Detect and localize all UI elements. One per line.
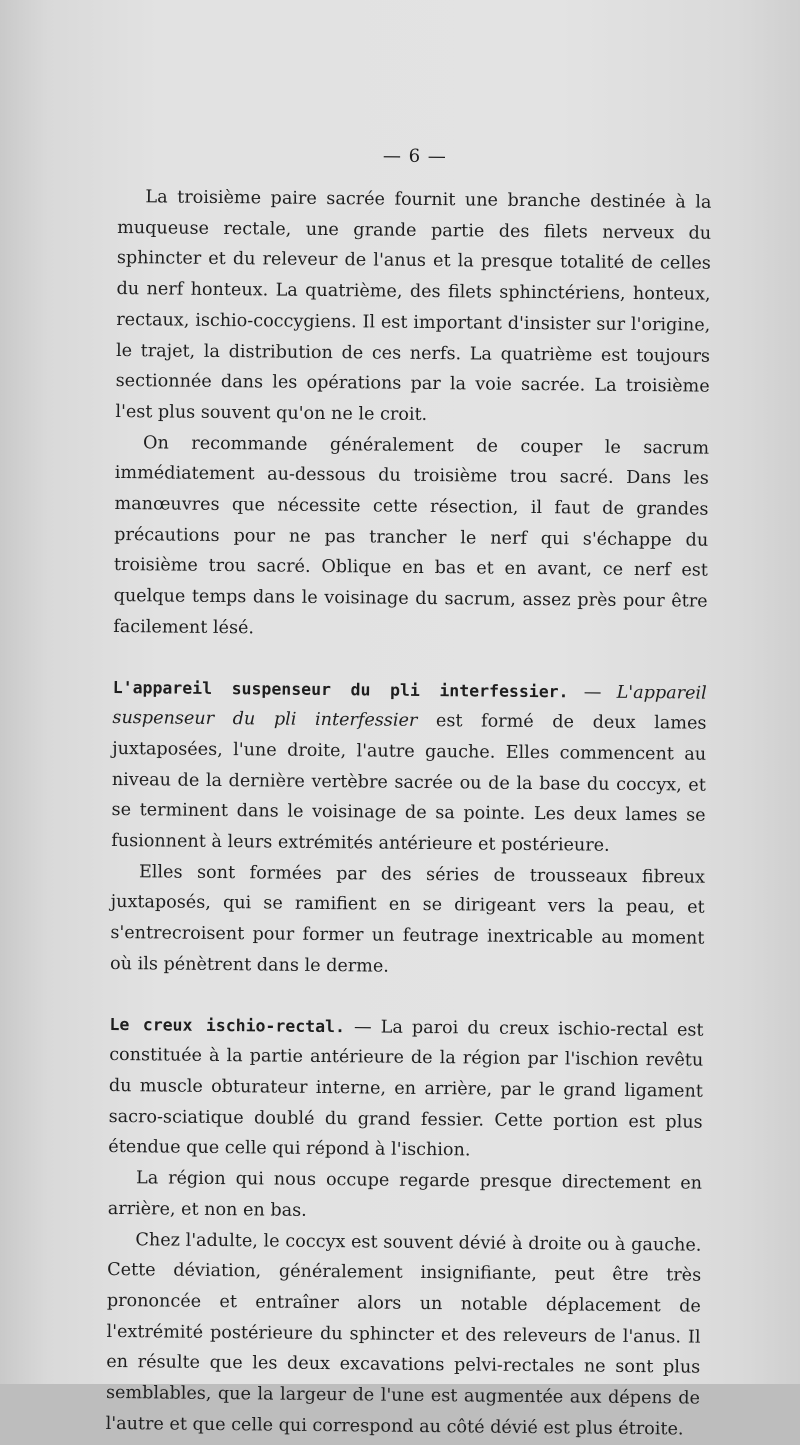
section-creux-ischio-rectal <box>108 1010 703 1169</box>
heading-dash: — <box>344 1016 381 1038</box>
paragraph-region-orientation: La région qui nous occupe regarde presque directement en arrière, et non en bas. <box>107 1168 703 1221</box>
italic-term: L'appareil suspenseur du pli interfessier <box>112 682 707 732</box>
paragraph-text: La paroi du creux ischio-rectal est constituée à la partie antérieure de la région par l'ischion revêtu du muscle obturateur interne, en arrière, par le grand ligament sacro-sciatique doublé du grand fessier. Cette portion est plus étendue que celle qui répond à l'ischion. <box>108 1017 704 1161</box>
paragraph-resection-sacrum: On recommande généralement de couper le sacrum immédiatement au-dessous du troisième trou sacré. Dans les manœuvres que nécessite cette résection, il faut de grandes précautions pour ne pas trancher le nerf qui s'échappe du troisième trou sacré. Oblique en bas et en avant, ce nerf est quelque temps dans le voisinage du sacrum, assez près pour être facilement lésé. <box>113 432 710 639</box>
page-number: — 6 — <box>382 145 447 168</box>
page-body <box>106 142 712 1445</box>
section-heading-appareil: L'appareil suspenseur du pli interfessier. <box>112 677 569 701</box>
paragraph-nerfs-sacres: La troisième paire sacrée fournit une branche destinée à la muqueuse rectale, une grande partie des filets nerveux du sphincter et du releveur de l'anus et la presque totalité de celles du nerf honteux. La quatrième, des filets sphinctériens, honteux, rectaux, ischio-coccygiens. Il est important d'insister sur l'origine, le trajet, la distribution de ces nerfs. La quatrième est toujours sectionnée dans les opérations par la voie sacrée. La troisième l'est plus souvent qu'on ne le croit. <box>115 187 712 425</box>
section-heading-creux: Le creux ischio-rectal. <box>109 1014 346 1036</box>
paragraph-trousseaux-fibreux: Elles sont formées par des séries de trousseaux fibreux juxtaposés, qui se ramifient en se dirigeant vers la peau, et s'entrecroisent pour former un feutrage inextricable au moment où ils pénètrent dans le derme. <box>110 862 706 977</box>
paragraph-deviation-coccyx: Chez l'adulte, le coccyx est souvent dévié à droite ou à gauche. Cette déviation, généralement insignifiante, peut être très prononcée et entraîner alors un notable déplacement de l'extrémité postérieure du sphincter et des releveurs de l'anus. Il en résulte que les deux excavations pelvi-rectales ne sont plus semblables, que la largeur de l'une est augmentée aux dépens de l'autre et que celle qui correspond au côté dévié est plus étroite. <box>105 1229 702 1440</box>
section-appareil-suspenseur <box>111 673 707 863</box>
paragraph-text: est formé de deux lames juxtaposées, l'une droite, l'autre gauche. Elles commencent au niveau de la dernière vertèbre sacrée ou de la base du coccyx, et se terminent dans le voisinage de sa pointe. Les deux lames se fusionnent à leurs extrémités antérieure et postérieure. <box>111 711 707 856</box>
heading-dash: — <box>568 681 617 703</box>
